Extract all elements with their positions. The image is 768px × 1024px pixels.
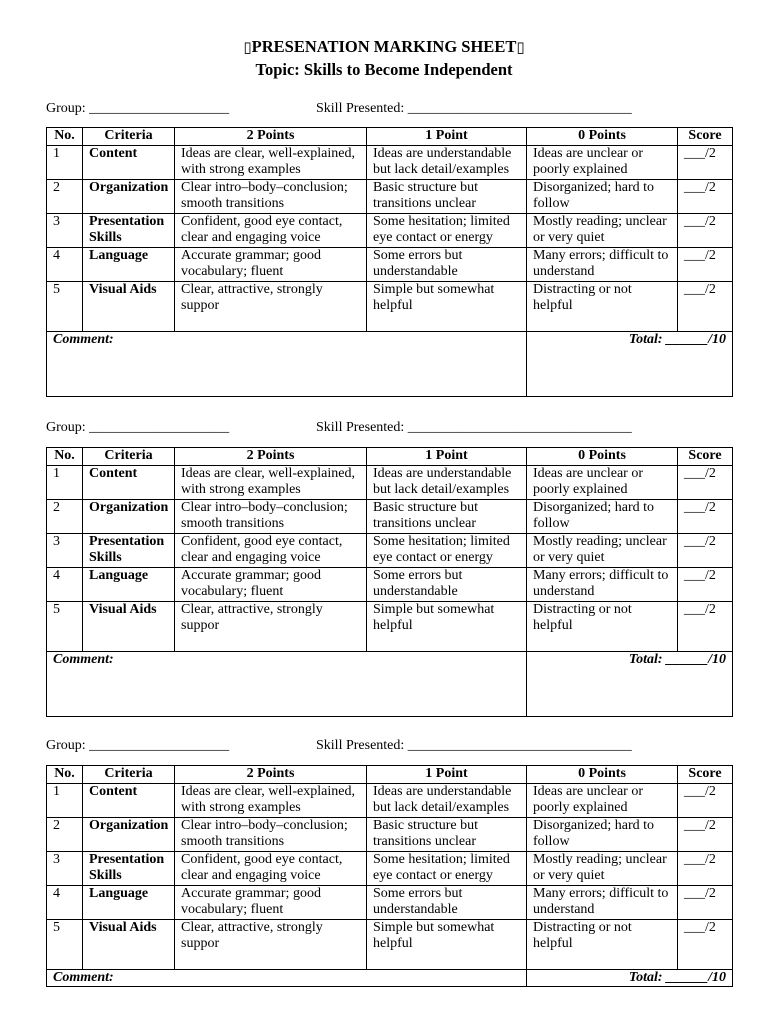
comment-row [47, 331, 733, 396]
criteria-cell: Content [83, 465, 175, 499]
total-cell[interactable]: Total: ______/10 [527, 969, 733, 987]
table-row [47, 567, 733, 601]
one-point-cell: Basic structure but transitions unclear [367, 179, 527, 213]
col-header-criteria: Criteria [83, 128, 175, 146]
row-number: 5 [47, 919, 83, 969]
skill-presented-field: Skill Presented: ________________________________ [316, 420, 632, 435]
row-number: 4 [47, 885, 83, 919]
sheet-title [0, 36, 768, 59]
row-number: 4 [47, 247, 83, 281]
col-header-1-point: 1 Point [367, 766, 527, 784]
col-header-criteria: Criteria [83, 448, 175, 466]
two-points-cell: Accurate grammar; good vocabulary; fluent [175, 567, 367, 601]
marking-block-3 [46, 736, 732, 985]
col-header-2-points: 2 Points [175, 128, 367, 146]
table-header-row [47, 766, 733, 784]
two-points-cell: Confident, good eye contact, clear and engaging voice [175, 533, 367, 567]
col-header-score: Score [678, 448, 733, 466]
table-row [47, 533, 733, 567]
criteria-cell: Organization [83, 179, 175, 213]
rubric-table [46, 127, 733, 397]
comment-row [47, 651, 733, 716]
table-row [47, 919, 733, 969]
table-row [47, 281, 733, 331]
zero-points-cell: Mostly reading; unclear or very quiet [527, 533, 678, 567]
score-cell[interactable]: ___/2 [678, 465, 733, 499]
zero-points-cell: Distracting or not helpful [527, 919, 678, 969]
info-line [46, 418, 732, 438]
topic-line: Topic: Skills to Become Independent [255, 60, 513, 79]
score-cell[interactable]: ___/2 [678, 533, 733, 567]
table-row [47, 817, 733, 851]
criteria-cell: Organization [83, 817, 175, 851]
zero-points-cell: Many errors; difficult to understand [527, 247, 678, 281]
one-point-cell: Simple but somewhat helpful [367, 919, 527, 969]
zero-points-cell: Mostly reading; unclear or very quiet [527, 851, 678, 885]
col-header-0-points: 0 Points [527, 766, 678, 784]
table-row [47, 179, 733, 213]
score-cell[interactable]: ___/2 [678, 213, 733, 247]
two-points-cell: Ideas are clear, well-explained, with strong examples [175, 465, 367, 499]
rubric-table [46, 447, 733, 717]
criteria-cell: Presentation Skills [83, 851, 175, 885]
zero-points-cell: Ideas are unclear or poorly explained [527, 783, 678, 817]
zero-points-cell: Ideas are unclear or poorly explained [527, 145, 678, 179]
row-number: 1 [47, 465, 83, 499]
criteria-cell: Organization [83, 499, 175, 533]
skill-presented-field: Skill Presented: ________________________________ [316, 738, 632, 753]
one-point-cell: Ideas are understandable but lack detail/examples [367, 145, 527, 179]
two-points-cell: Ideas are clear, well-explained, with strong examples [175, 783, 367, 817]
zero-points-cell: Ideas are unclear or poorly explained [527, 465, 678, 499]
row-number: 1 [47, 145, 83, 179]
one-point-cell: Ideas are understandable but lack detail/examples [367, 783, 527, 817]
sheet-title-text: PRESENATION MARKING SHEET [251, 37, 517, 56]
score-cell[interactable]: ___/2 [678, 817, 733, 851]
one-point-cell: Some errors but understandable [367, 567, 527, 601]
comment-row [47, 969, 733, 987]
table-header-row [47, 128, 733, 146]
score-cell[interactable]: ___/2 [678, 499, 733, 533]
row-number: 5 [47, 601, 83, 651]
marking-block-2 [46, 418, 732, 667]
two-points-cell: Clear, attractive, strongly suppor [175, 919, 367, 969]
row-number: 3 [47, 213, 83, 247]
two-points-cell: Clear, attractive, strongly suppor [175, 281, 367, 331]
comment-cell[interactable]: Comment: [47, 331, 527, 396]
table-row [47, 465, 733, 499]
criteria-cell: Visual Aids [83, 919, 175, 969]
row-number: 2 [47, 817, 83, 851]
score-cell[interactable]: ___/2 [678, 281, 733, 331]
col-header-no: No. [47, 448, 83, 466]
col-header-no: No. [47, 766, 83, 784]
row-number: 3 [47, 851, 83, 885]
total-cell[interactable]: Total: ______/10 [527, 331, 733, 396]
table-row [47, 145, 733, 179]
table-row [47, 601, 733, 651]
score-cell[interactable]: ___/2 [678, 851, 733, 885]
table-row [47, 885, 733, 919]
col-header-2-points: 2 Points [175, 448, 367, 466]
one-point-cell: Some hesitation; limited eye contact or energy [367, 213, 527, 247]
zero-points-cell: Disorganized; hard to follow [527, 817, 678, 851]
zero-points-cell: Disorganized; hard to follow [527, 179, 678, 213]
score-cell[interactable]: ___/2 [678, 179, 733, 213]
criteria-cell: Presentation Skills [83, 213, 175, 247]
one-point-cell: Some hesitation; limited eye contact or energy [367, 533, 527, 567]
box-glyph-right: ▯ [516, 40, 525, 56]
two-points-cell: Accurate grammar; good vocabulary; fluent [175, 247, 367, 281]
col-header-0-points: 0 Points [527, 128, 678, 146]
table-header-row [47, 448, 733, 466]
col-header-no: No. [47, 128, 83, 146]
criteria-cell: Content [83, 145, 175, 179]
one-point-cell: Basic structure but transitions unclear [367, 499, 527, 533]
zero-points-cell: Many errors; difficult to understand [527, 567, 678, 601]
marking-block-1 [46, 99, 732, 347]
criteria-cell: Language [83, 247, 175, 281]
two-points-cell: Confident, good eye contact, clear and engaging voice [175, 851, 367, 885]
row-number: 4 [47, 567, 83, 601]
one-point-cell: Basic structure but transitions unclear [367, 817, 527, 851]
row-number: 2 [47, 179, 83, 213]
comment-cell[interactable]: Comment: [47, 969, 527, 987]
score-cell[interactable]: ___/2 [678, 247, 733, 281]
score-cell[interactable]: ___/2 [678, 919, 733, 969]
info-line [46, 99, 732, 119]
row-number: 5 [47, 281, 83, 331]
two-points-cell: Clear, attractive, strongly suppor [175, 601, 367, 651]
score-cell[interactable]: ___/2 [678, 885, 733, 919]
row-number: 2 [47, 499, 83, 533]
zero-points-cell: Distracting or not helpful [527, 601, 678, 651]
criteria-cell: Visual Aids [83, 281, 175, 331]
col-header-2-points: 2 Points [175, 766, 367, 784]
col-header-score: Score [678, 128, 733, 146]
criteria-cell: Visual Aids [83, 601, 175, 651]
two-points-cell: Clear intro–body–conclusion; smooth transitions [175, 499, 367, 533]
one-point-cell: Some errors but understandable [367, 885, 527, 919]
criteria-cell: Content [83, 783, 175, 817]
total-cell[interactable]: Total: ______/10 [527, 651, 733, 716]
two-points-cell: Clear intro–body–conclusion; smooth transitions [175, 817, 367, 851]
table-row [47, 213, 733, 247]
table-row [47, 499, 733, 533]
group-field: Group: ____________________ [46, 420, 230, 435]
one-point-cell: Some errors but understandable [367, 247, 527, 281]
one-point-cell: Simple but somewhat helpful [367, 281, 527, 331]
row-number: 1 [47, 783, 83, 817]
group-field: Group: ____________________ [46, 101, 230, 116]
row-number: 3 [47, 533, 83, 567]
info-line [46, 736, 732, 756]
one-point-cell: Ideas are understandable but lack detail/examples [367, 465, 527, 499]
col-header-1-point: 1 Point [367, 448, 527, 466]
table-row [47, 851, 733, 885]
zero-points-cell: Many errors; difficult to understand [527, 885, 678, 919]
zero-points-cell: Disorganized; hard to follow [527, 499, 678, 533]
two-points-cell: Ideas are clear, well-explained, with strong examples [175, 145, 367, 179]
score-cell[interactable]: ___/2 [678, 145, 733, 179]
score-cell[interactable]: ___/2 [678, 783, 733, 817]
skill-presented-field: Skill Presented: ________________________________ [316, 101, 632, 116]
score-cell[interactable]: ___/2 [678, 567, 733, 601]
col-header-criteria: Criteria [83, 766, 175, 784]
zero-points-cell: Mostly reading; unclear or very quiet [527, 213, 678, 247]
two-points-cell: Accurate grammar; good vocabulary; fluent [175, 885, 367, 919]
group-field: Group: ____________________ [46, 738, 230, 753]
score-cell[interactable]: ___/2 [678, 601, 733, 651]
criteria-cell: Language [83, 885, 175, 919]
box-glyph-left: ▯ [243, 40, 252, 56]
one-point-cell: Some hesitation; limited eye contact or energy [367, 851, 527, 885]
one-point-cell: Simple but somewhat helpful [367, 601, 527, 651]
two-points-cell: Confident, good eye contact, clear and engaging voice [175, 213, 367, 247]
criteria-cell: Language [83, 567, 175, 601]
col-header-1-point: 1 Point [367, 128, 527, 146]
col-header-0-points: 0 Points [527, 448, 678, 466]
rubric-table [46, 765, 733, 987]
table-row [47, 783, 733, 817]
criteria-cell: Presentation Skills [83, 533, 175, 567]
two-points-cell: Clear intro–body–conclusion; smooth transitions [175, 179, 367, 213]
comment-cell[interactable]: Comment: [47, 651, 527, 716]
col-header-score: Score [678, 766, 733, 784]
zero-points-cell: Distracting or not helpful [527, 281, 678, 331]
table-row [47, 247, 733, 281]
